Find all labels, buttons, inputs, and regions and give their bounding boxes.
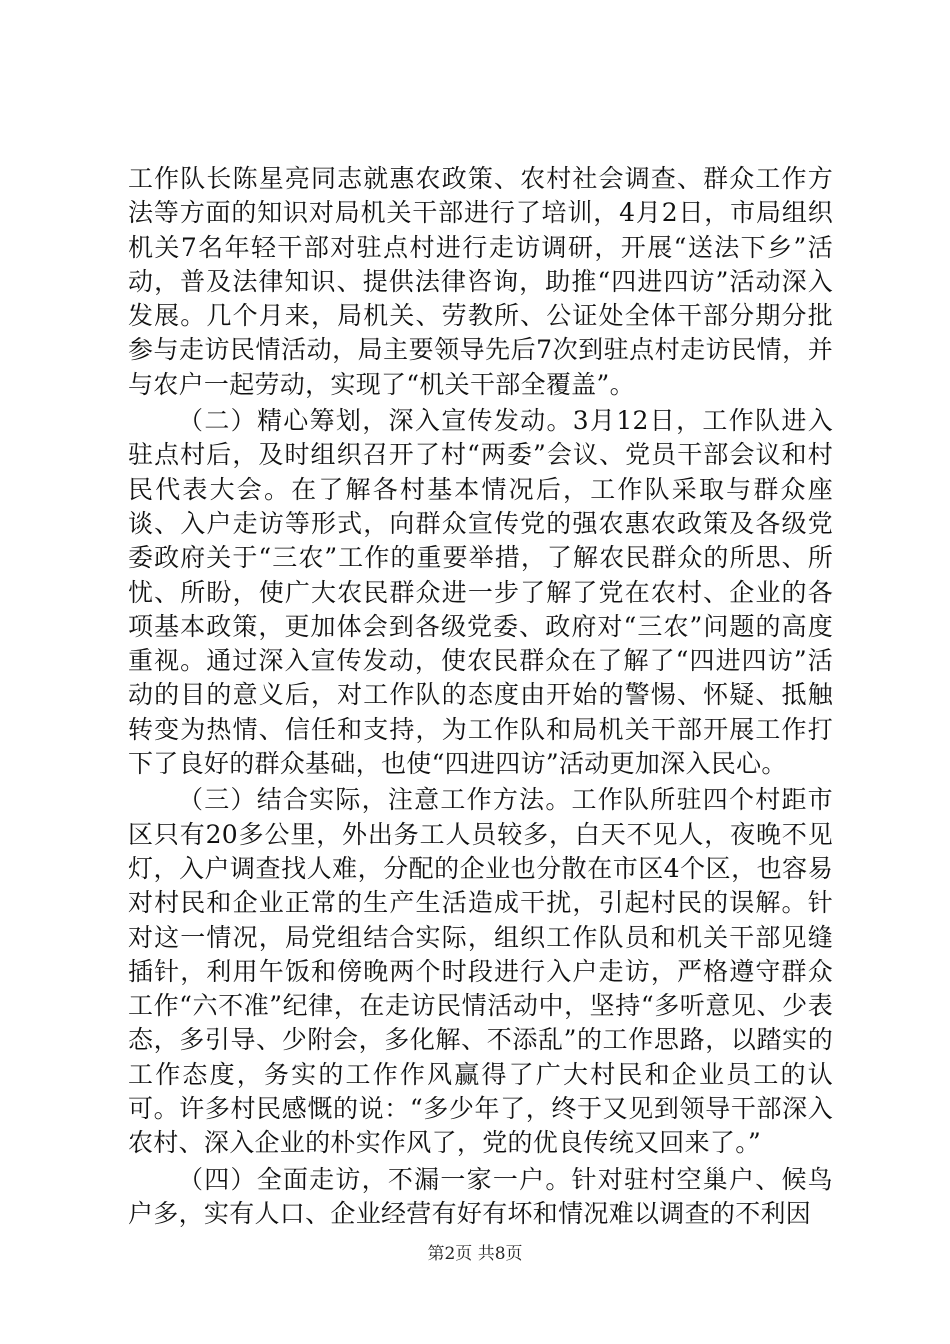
document-body [128,162,833,1231]
paragraph-section-3: （三）结合实际，注意工作方法。工作队所驻四个村距市区只有20多公里，外出务工人员较多，白天不见人，夜晚不见灯，入户调查找人难，分配的企业也分散在市区4个区，也容易对村民和企业正常的生产生活造成干扰，引起村民的误解。针对这一情况，局党组结合实际，组织工作队员和机关干部见缝插针，利用午饭和傍晚两个时段进行入户走访，严格遵守群众工作“六不准”纪律，在走访民情活动中，坚持“多听意见、少表态，多引导、少附会，多化解、不添乱”的工作思路，以踏实的工作态度，务实的工作作风赢得了广大村民和企业员工的认可。许多村民感慨的说：“多少年了，终于又见到领导干部深入农村、深入企业的朴实作风了，党的优良传统又回来了。” [128,785,833,1158]
paragraph-continuation: 工作队长陈星亮同志就惠农政策、农村社会调查、群众工作方法等方面的知识对局机关干部进行了培训，4月2日，市局组织机关7名年轻干部对驻点村进行走访调研，开展“送法下乡”活动，普及法律知识、提供法律咨询，助推“四进四访”活动深入发展。几个月来，局机关、劳教所、公证处全体干部分期分批参与走访民情活动，局主要领导先后7次到驻点村走访民情，并与农户一起劳动，实现了“机关干部全覆盖”。 [128,164,833,399]
page-number-footer: 第2页 共8页 [427,1244,523,1264]
paragraph-section-2: （二）精心筹划，深入宣传发动。3月12日，工作队进入驻点村后，及时组织召开了村“两委”会议、党员干部会议和村民代表大会。在了解各村基本情况后，工作队采取与群众座谈、入户走访等形式，向群众宣传党的强农惠农政策及各级党委政府关于“三农”工作的重要举措，了解农民群众的所思、所忧、所盼，使广大农民群众进一步了解了党在农村、企业的各项基本政策，更加体会到各级党委、政府对“三农”问题的高度重视。通过深入宣传发动，使农民群众在了解了“四进四访”活动的目的意义后，对工作队的态度由开始的警惕、怀疑、抵触转变为热情、信任和支持，为工作队和局机关干部开展工作打下了良好的群众基础，也使“四进四访”活动更加深入民心。 [128,406,833,779]
paragraph-section-4: （四）全面走访，不漏一家一户。针对驻村空巢户、候鸟户多，实有人口、企业经营有好有坏和情况难以调查的不利因 [128,1164,833,1228]
